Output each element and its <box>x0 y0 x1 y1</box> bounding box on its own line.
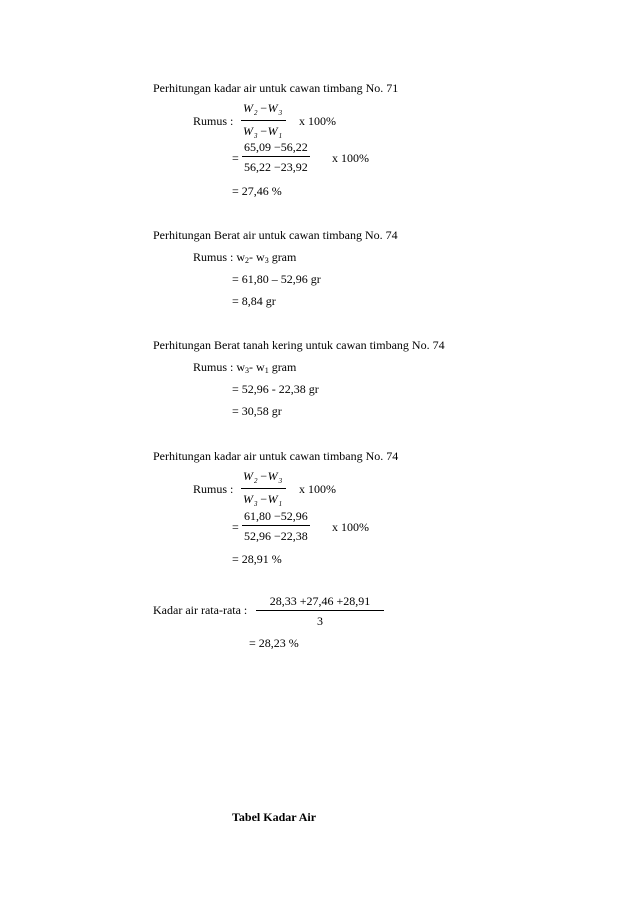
formula-numerator: $W_2 -W_3$ <box>243 469 283 485</box>
fraction-bar <box>256 610 384 611</box>
step-fraction-74 <box>242 510 310 542</box>
fraction-bar <box>242 525 310 526</box>
average-result: = 28,23 % <box>249 636 299 650</box>
formula-denominator: $W_3 -W_1$ <box>243 492 283 508</box>
average-numerator: 28,33 +27,46 +28,91 <box>269 594 371 608</box>
step-denominator: 52,96 −22,38 <box>244 529 308 543</box>
fraction-bar <box>241 488 286 489</box>
step2-berat-tanah: = 30,58 gr <box>232 404 282 418</box>
step-denominator: 56,22 −23,92 <box>244 160 308 174</box>
step1-berat-air: = 61,80 – 52,96 gr <box>232 272 321 286</box>
times-100-74: x 100% <box>299 482 336 496</box>
eq-sign-71: = <box>232 151 239 165</box>
heading-kadar-71: Perhitungan kadar air untuk cawan timbang No. 71 <box>153 81 399 95</box>
formula-fraction-71 <box>241 102 286 140</box>
eq-sign-74: = <box>232 520 239 534</box>
rumus-label-74: Rumus : <box>193 482 234 496</box>
heading-berat-tanah-74: Perhitungan Berat tanah kering untuk cawan timbang No. 74 <box>153 338 445 352</box>
rumus-label-71: Rumus : <box>193 114 234 128</box>
times-100-71: x 100% <box>299 114 336 128</box>
result-74: = 28,91 % <box>232 552 282 566</box>
formula-denominator: $W_3 -W_1$ <box>243 124 283 140</box>
step-numerator: 65,09 −56,22 <box>244 140 308 154</box>
table-title: Tabel Kadar Air <box>232 810 317 824</box>
step-fraction-71 <box>242 141 310 173</box>
average-denominator: 3 <box>317 614 323 628</box>
average-label: Kadar air rata-rata : <box>153 603 248 617</box>
heading-kadar-74: Perhitungan kadar air untuk cawan timbang No. 74 <box>153 449 399 463</box>
step-numerator: 61,80 −52,96 <box>244 509 308 523</box>
result-71: = 27,46 % <box>232 184 282 198</box>
formula-numerator: $W_2 -W_3$ <box>243 101 283 117</box>
fraction-bar <box>241 120 286 121</box>
step2-berat-air: = 8,84 gr <box>232 294 276 308</box>
step1-berat-tanah: = 52,96 - 22,38 gr <box>232 382 319 396</box>
step-times-71: x 100% <box>332 151 369 165</box>
formula-fraction-74 <box>241 470 286 508</box>
rumus-berat-air: Rumus : w2- w3 gram <box>193 250 297 265</box>
average-fraction <box>256 595 384 627</box>
rumus-berat-tanah: Rumus : w3- w1 gram <box>193 360 297 375</box>
heading-berat-air-74: Perhitungan Berat air untuk cawan timbang No. 74 <box>153 228 398 242</box>
step-times-74: x 100% <box>332 520 369 534</box>
fraction-bar <box>242 156 310 157</box>
